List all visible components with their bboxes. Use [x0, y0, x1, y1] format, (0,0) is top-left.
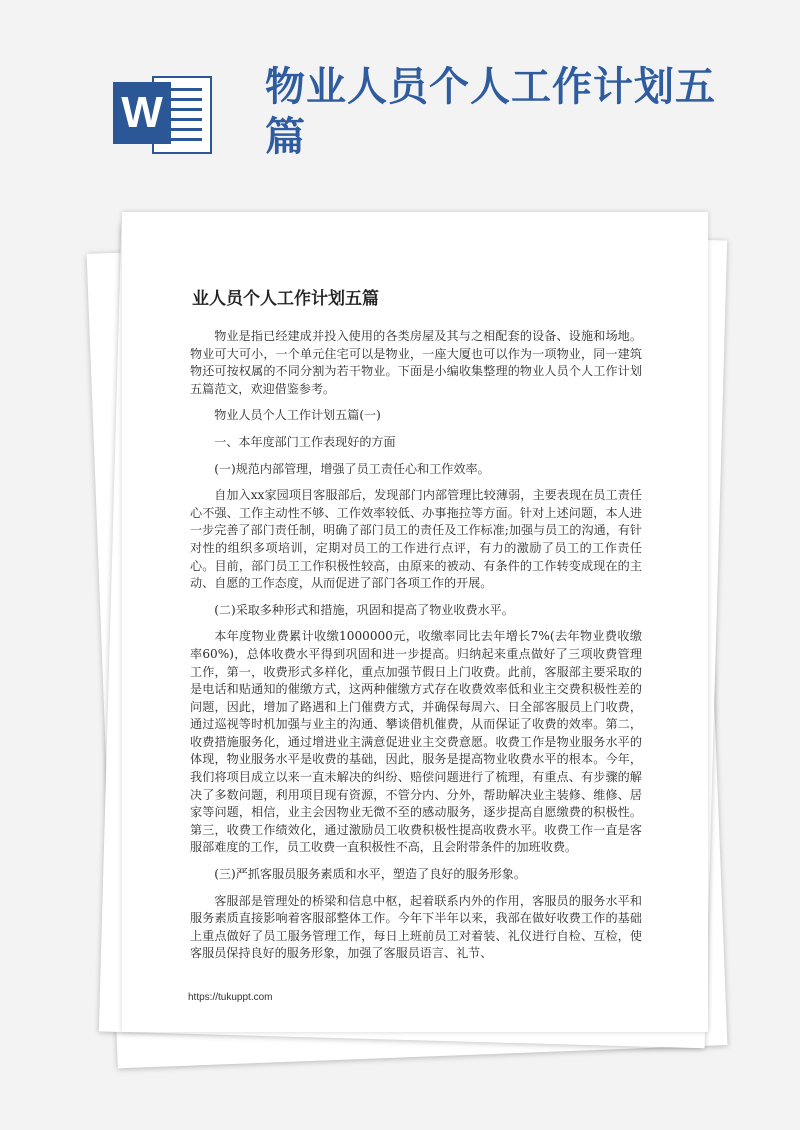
paragraph: (一)规范内部管理，增强了员工责任心和工作效率。 [214, 461, 490, 476]
page-heading: 业人员个人工作计划五篇 [192, 289, 379, 309]
paragraph: (三)严抓客服员服务素质和水平，塑造了良好的服务形象。 [214, 867, 526, 882]
word-logo-badge: W [113, 82, 171, 144]
paragraph: 一、本年度部门工作表现好的方面 [214, 434, 396, 449]
page-body [190, 328, 642, 972]
word-document-icon [113, 70, 213, 160]
paragraph: 本年度物业费累计收缴1000000元，收缴率同比去年增长7%(去年物业费收缴率60%)，总体收费水平得到巩固和进一步提高。归纳起来重点做好了三项收费管理工作，第一，收费形式多样化，重点加强节假日上门收费。此前，客服部主要采取的是电话和贴通知的催缴方式，这两种催缴方式存在收费效率低和业主交费积极性差的问题，因此，增加了路遇和上门催费方式，并确保每周六、日全部客服员上门收费，通过巡视等时机加强与业主的沟通、攀谈借机催费，从而保证了收费的效率。第二，收费措施服务化，通过增进业主满意促进业主交费意愿。收费工作是物业服务水平的体现，物业服务水平是收费的基础，因此，服务是提高物业收费水平的根本。今年，我们将项目成立以来一直未解决的纠纷、赔偿问题进行了梳理，有重点、有步骤的解决了多数问题，利用项目现有资源，不管分内、分外，帮助解决业主装修、维修、居家等问题，相信，业主会因物业无微不至的感动服务，逐步提高自愿缴费的积极性。第三，收费工作绩效化，通过激励员工收费积极性提高收费水平。收费工作一直是客服部难度的工作，员工收费一直积极性不高，且会附带条件的加班收费。 [190, 629, 642, 855]
footer-url[interactable]: https://tukuppt.com [188, 992, 273, 1003]
header [0, 0, 800, 200]
paragraph: 物业是指已经建成并投入使用的各类房屋及其与之相配套的设备、设施和场地。物业可大可小，一个单元住宅可以是物业，一座大厦也可以作为一项物业，同一建筑物还可按权属的不同分割为若干物业。下面是小编收集整理的物业人员个人工作计划五篇范文，欢迎借鉴参考。 [190, 329, 642, 396]
document-page [122, 212, 708, 1032]
paragraph: 自加入xx家园项目客服部后，发现部门内部管理比较薄弱，主要表现在员工责任心不强、工作主动性不够、工作效率较低、办事拖拉等方面。针对上述问题，本人进一步完善了部门责任制，明确了部门员工的责任及工作标准;加强与员工的沟通，有针对性的组织多项培训，定期对员工的工作进行点评，有力的激励了员工的工作责任心。目前，部门员工工作积极性较高，由原来的被动、有条件的工作转变成现在的主动、自愿的工作态度，从而促进了部门各项工作的开展。 [190, 488, 642, 591]
paragraph: (二)采取多种形式和措施，巩固和提高了物业收费水平。 [214, 602, 514, 617]
paragraph: 物业人员个人工作计划五篇(一) [214, 408, 381, 423]
paragraph: 客服部是管理处的桥梁和信息中枢，起着联系内外的作用，客服员的服务水平和服务素质直接影响着客服部整体工作。今年下半年以来，我部在做好收费工作的基础上重点做好了员工服务管理工作，每日上班前员工对着装、礼仪进行自检、互检，使客服员保持良好的服务形象，加强了客服员语言、礼节、 [190, 893, 642, 961]
document-title: 物业人员个人工作计划五篇 [265, 64, 716, 160]
